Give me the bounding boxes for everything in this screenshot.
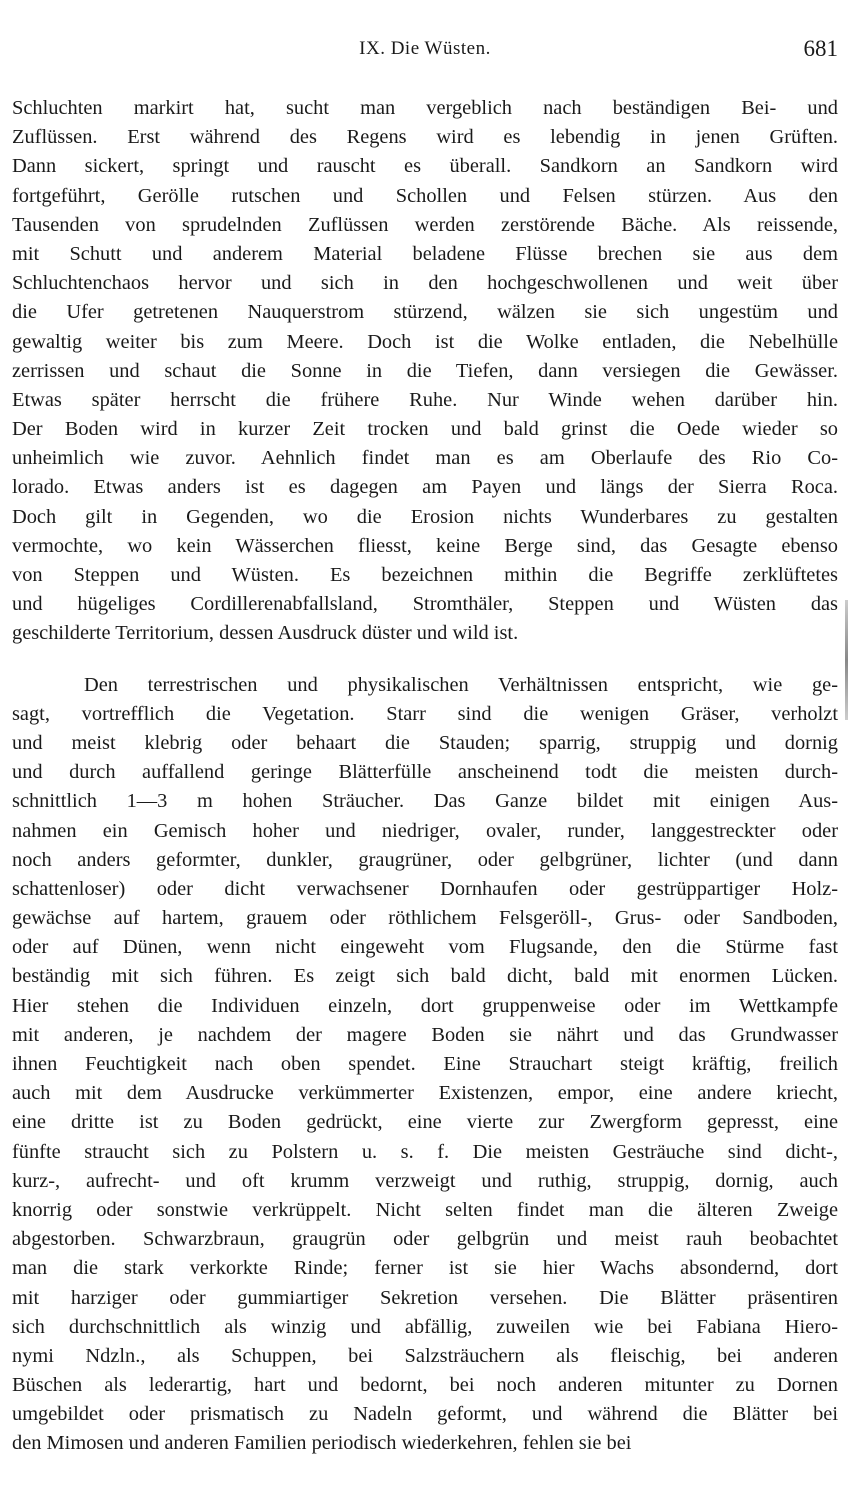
text-line: Schluchten markirt hat, sucht man vergeblich nach beständigen Bei- und [12,97,838,119]
text-line: mit Schutt und anderem Material beladene Flüsse brechen sie aus dem [12,242,838,265]
text-line: schnittlich 1—3 m hohen Sträucher. Das Ganze bildet mit einigen Aus- [12,790,838,813]
text-line: ihnen Feuchtigkeit nach oben spendet. Eine Strauchart steigt kräftig, freilich [12,1053,838,1075]
text-line: mit harziger oder gummiartiger Sekretion versehen. Die Blätter präsentiren [12,1286,838,1309]
text-line: Tausenden von sprudelnden Zuflüssen werden zerstörende Bäche. Als reissende, [12,213,838,236]
text-line: fünfte straucht sich zu Polstern u. s. f. Die meisten Gesträuche sind dicht-, [12,1140,838,1163]
text-line: nahmen ein Gemisch hoher und niedriger, ovaler, runder, langgestreckter oder [12,819,838,842]
text-line: Der Boden wird in kurzer Zeit trocken und bald grinst die Oede wieder so [12,418,838,441]
text-line: beständig mit sich führen. Es zeigt sich bald dicht, bald mit enormen Lücken. [12,965,838,988]
text-line: oder auf Dünen, wenn nicht eingeweht vom Flugsande, den die Stürme fast [12,936,838,959]
text-line: gewächse auf hartem, grauem oder röthlichem Felsgeröll-, Grus- oder Sandboden, [12,907,838,930]
paragraph-erosion [12,94,838,649]
text-line: den Mimosen und anderen Familien periodisch wiederkehren, fehlen sie bei [12,1432,632,1455]
text-line: von Steppen und Wüsten. Es bezeichnen mithin die Begriffe zerklüftetes [12,564,838,586]
chapter-title: IX. Die Wüsten. [359,38,491,59]
text-line: nymi Ndzln., als Schuppen, bei Salzsträuchern als fleischig, bei anderen [12,1344,838,1367]
text-line: unheimlich wie zuvor. Aehnlich findet man es am Oberlaufe des Rio Co- [12,447,838,470]
text-line: knorrig oder sonstwie verkrüppelt. Nicht selten findet man die älteren Zweige [12,1198,838,1221]
text-line: man die stark verkorkte Rinde; ferner ist sie hier Wachs absondernd, dort [12,1257,838,1280]
text-line: eine dritte ist zu Boden gedrückt, eine vierte zur Zwergform gepresst, eine [12,1111,838,1134]
text-line: und durch auffallend geringe Blätterfülle anscheinend todt die meisten durch- [12,761,838,784]
text-line: und meist klebrig oder behaart die Stauden; sparrig, struppig und dornig [12,731,838,754]
text-line: fortgeführt, Gerölle rutschen und Schollen und Felsen stürzen. Aus den [12,184,838,207]
body-text [12,94,838,1459]
text-line: Etwas später herrscht die frühere Ruhe. Nur Winde wehen darüber hin. [12,388,838,411]
text-line: sagt, vortrefflich die Vegetation. Starr sind die wenigen Gräser, verholzt [12,702,838,725]
text-line: lorado. Etwas anders ist es dagegen am Payen und längs der Sierra Roca. [12,476,838,499]
page-number: 681 [803,36,838,61]
text-line: Schluchtenchaos hervor und sich in den hochgeschwollenen und weit über [12,272,838,295]
text-line: noch anders geformter, dunkler, graugrüner, oder gelbgrüner, lichter (und dann [12,848,838,871]
text-line: und hügeliges Cordillerenabfallsland, Stromthäler, Steppen und Wüsten das [12,593,838,616]
text-line: sich durchschnittlich als winzig und abfällig, zuweilen wie bei Fabiana Hiero- [12,1315,838,1338]
text-line: die Ufer getretenen Nauquerstrom stürzend, wälzen sie sich ungestüm und [12,301,838,324]
text-line: auch mit dem Ausdrucke verkümmerter Existenzen, empor, eine andere kriecht, [12,1082,838,1105]
running-head [0,36,850,66]
text-line: Hier stehen die Individuen einzeln, dort gruppenweise oder im Wettkampfe [12,994,838,1017]
text-line: Büschen als lederartig, hart und bedornt, bei noch anderen mitunter zu Dornen [12,1374,838,1397]
text-line: kurz-, aufrecht- und oft krumm verzweigt und ruthig, struppig, dornig, auch [12,1169,838,1192]
text-line: Doch gilt in Gegenden, wo die Erosion nichts Wunderbares zu gestalten [12,505,838,528]
text-line: mit anderen, je nachdem der magere Boden sie nährt und das Grundwasser [12,1023,838,1046]
paragraph-break [12,649,838,671]
text-line: gewaltig weiter bis zum Meere. Doch ist die Wolke entladen, die Nebelhülle [12,330,838,353]
page-edge-shadow [845,600,848,720]
text-line: umgebildet oder prismatisch zu Nadeln geformt, und während die Blätter bei [12,1403,838,1426]
text-line: Den terrestrischen und physikalischen Verhältnissen entspricht, wie ge- [84,673,838,696]
text-line: abgestorben. Schwarzbraun, graugrün oder gelbgrün und meist rauh beobachtet [12,1228,838,1251]
paragraph-vegetation [12,671,838,1459]
text-line: geschilderte Territorium, dessen Ausdruck düster und wild ist. [12,622,519,645]
text-line: Dann sickert, springt und rauscht es überall. Sandkorn an Sandkorn wird [12,155,838,178]
text-line: vermochte, wo kein Wässerchen fliesst, keine Berge sind, das Gesagte ebenso [12,534,838,557]
text-line: schattenloser) oder dicht verwachsener Dornhaufen oder gestrüppartiger Holz- [12,877,838,900]
text-line: zerrissen und schaut die Sonne in die Tiefen, dann versiegen die Gewässer. [12,359,838,382]
text-line: Zuflüssen. Erst während des Regens wird es lebendig in jenen Grüften. [12,126,838,149]
